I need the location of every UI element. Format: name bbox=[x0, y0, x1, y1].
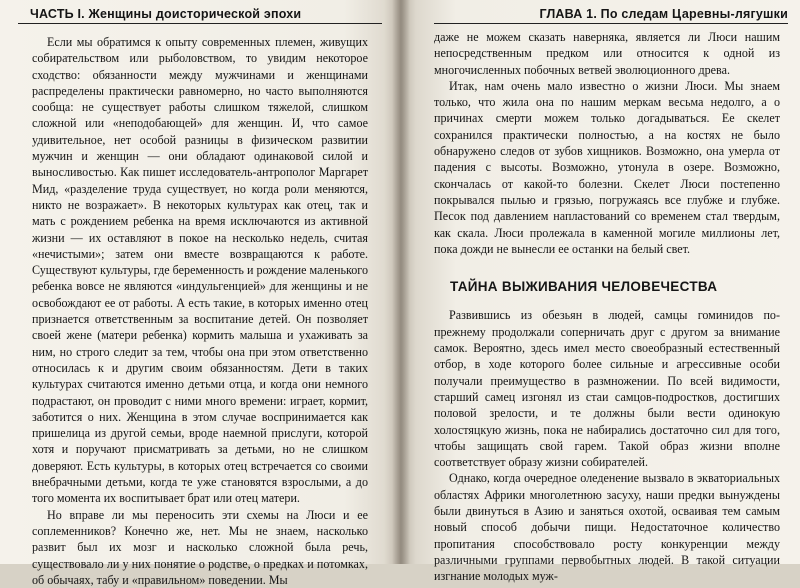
running-header-left: ЧАСТЬ I. Женщины доисторической эпохи bbox=[18, 0, 382, 24]
section-heading: ТАЙНА ВЫЖИВАНИЯ ЧЕЛОВЕЧЕСТВА bbox=[450, 279, 718, 295]
right-page-text bbox=[434, 24, 788, 585]
paragraph: Если мы обратимся к опыту современных племен, живущих собирательством или рыболовством, то увидим некоторое сходство: обязанности между мужчинами и женщинами распределены практически равномерно, но часто выполняются сообща: не существует работы слишком тяжелой, слишком сложной или «неподобающей» для женщин. И, что самое удивительное, нет особой разницы в физическом развитии мужчин и женщин — они обладают одинаковой силой и выносливостью. Как пишет исследователь-антрополог Маргарет Мид, «разделение труда существует, но когда роли меняются, никто не возражает». В некоторых культурах как отец, так и мать с рождением ребенка на время исключаются из активной жизни — их оставляют в покое на несколько недель, считая «нечистыми»; затем они вместе возвращаются к работе. Существуют культуры, где беременность и рождение маленького ребенка вовсе не являются «индульгенцией» для женщины и не освобождают ее от работы. А есть такие, в которых именно отец признается ответственным за воспитание детей. Он позволяет своей жене (матери ребенка) кормить малыша и ухаживать за ним, но строго следит за тем, чтобы она при этом ответственно относилась к и другим своим обязанностям. Дети в таких культурах считаются именно детьми отца, и когда они немного подрастают, он проводит с ними много времени: играет, кормит, заботится о них. Женщина в этом случае воспринимается как пришелица из другой семьи, вроде наемной прислуги, которой хотя и поручают присматривать за детьми, но не слишком доверяют. Есть культуры, в которых отец встречается со своими внебрачными детьми, когда те уже становятся взрослыми, а до того момента их воспитывает брат или отец матери. bbox=[32, 35, 368, 506]
running-header-right: ГЛАВА 1. По следам Царевны-лягушки bbox=[434, 0, 788, 24]
paragraph: Однако, когда очередное оледенение вызвало в экваториальных областях Африки многолетнюю засуху, наши предки вынуждены были двинуться в Азию и заняться охотой, осваивая тем самым новый способ добычи пищи. Недостаточное количество пропитания способствовало росту конкуренции между различными группами первобытных людей. В такой ситуации изгнание молодых муж- bbox=[434, 471, 780, 584]
paragraph: Развившись из обезьян в людей, самцы гоминидов по-прежнему продолжали соперничать друг с другом за внимание самок. Вероятно, здесь имел место своеобразный естественный отбор, в ходе которого более сильные и агрессивные особи получали преимущество в размножении. По всей видимости, старший самец изгонял из стаи самцов-подростков, достигших половой зрелости, и те должны были вести одинокую холостяцкую жизнь, пока не набирались достаточно сил для того, чтобы защищать свой гарем. Такой образ жизни вполне соответствует образу жизни собирателей. bbox=[434, 308, 780, 470]
paragraph: Итак, нам очень мало известно о жизни Люси. Мы знаем только, что жила она по нашим меркам весьма недолго, а о причинах смерти можем только догадываться. Ее скелет сохранился практически полностью, а на костях не было обнаружено следов от зубов хищников. Возможно, она умерла от падения с высоты. Возможно, утонула в озере. Возможно, скончалась от какой-то болезни. Скелет Люси постепенно покрывался пылью и грязью, погружаясь все глубже и глубже. Песок под давлением напластований со временем стал твердым, как скала. Люси пролежала в каменной могиле миллионы лет, пока дожди не вынесли ее останки на белый свет. bbox=[434, 78, 780, 256]
paragraph: даже не можем сказать наверняка, является ли Люси нашим непосредственным предком или относится к одной из многочисленных побочных ветвей эволюционного древа. bbox=[434, 30, 780, 77]
right-page bbox=[400, 0, 800, 584]
left-page bbox=[0, 0, 400, 587]
paragraph: Но вправе ли мы переносить эти схемы на Люси и ее соплеменников? Конечно же, нет. Мы не знаем, насколько развит был их мозг и насколько сложной была речь, существовало ли у них понятие о родстве, о предках и потомках, об обычаях, табу и «правильном» поведении. Мы bbox=[32, 507, 368, 587]
left-page-text bbox=[18, 24, 382, 588]
